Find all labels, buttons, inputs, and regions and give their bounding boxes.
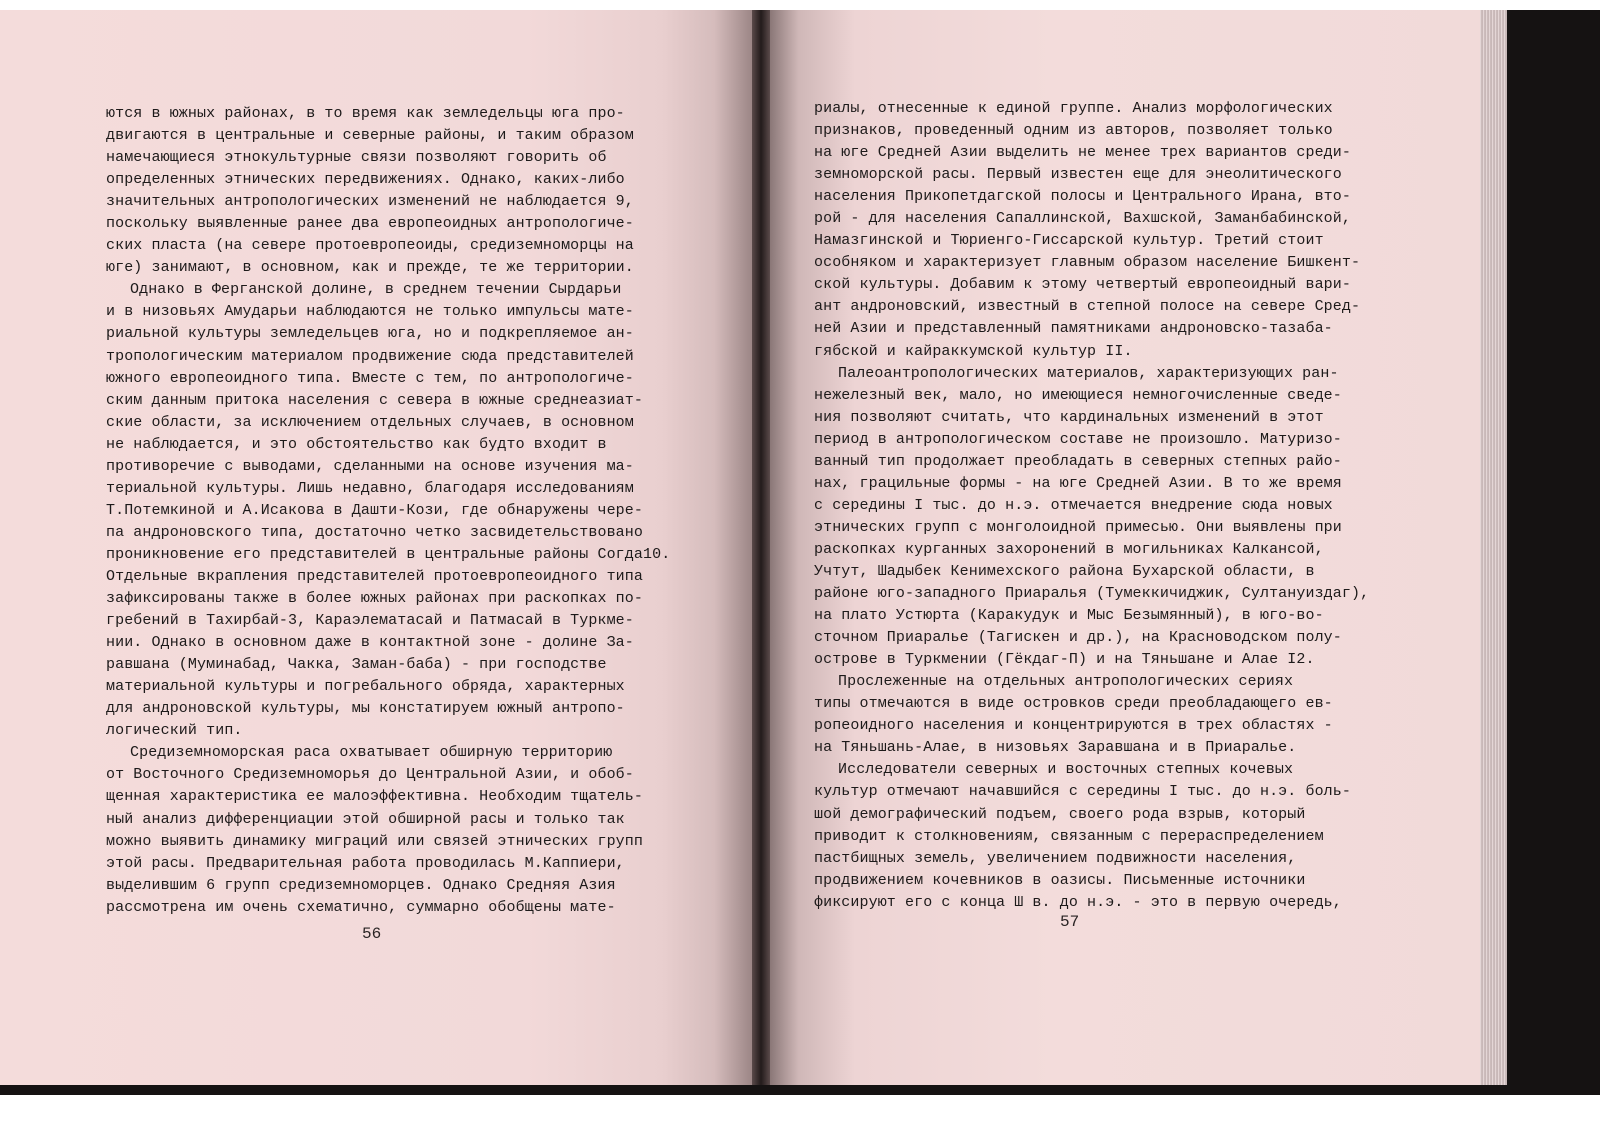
- text-line: Прослеженные на отдельных антропологических сериях: [838, 673, 1294, 691]
- text-line: зафиксированы также в более южных районах при раскопках по-: [106, 590, 643, 608]
- text-line: Отдельные вкрапления представителей протоевропеоидного типа: [106, 567, 643, 585]
- text-line: па андроновского типа, достаточно четко засвидетельствовано: [106, 523, 643, 541]
- left-page-number: 56: [362, 925, 382, 943]
- text-line: нах, грацильные формы - на юге Средней Азии. В то же время: [814, 474, 1342, 492]
- text-line: острове в Туркмении (Гёкдаг-П) и на Тяньшане и Алае I2.: [814, 651, 1315, 669]
- text-line: противоречие с выводами, сделанными на основе изучения ма-: [106, 457, 634, 475]
- text-line: этой расы. Предварительная работа проводилась М.Каппиери,: [106, 854, 625, 872]
- right-page: [770, 10, 1480, 1085]
- text-line: териальной культуры. Лишь недавно, благодаря исследованиям: [106, 479, 634, 497]
- text-line: равшана (Муминабад, Чакка, Заман-баба) - при господстве: [106, 656, 607, 674]
- text-line: ропеоидного населения и концентрируются в трех областях -: [814, 717, 1333, 735]
- text-line: материальной культуры и погребального обряда, характерных: [106, 678, 625, 696]
- text-line: ант андроновский, известный в степной полосе на севере Сред-: [814, 298, 1361, 316]
- text-line: южного европеоидного типа. Вместе с тем, по антропологиче-: [106, 369, 634, 387]
- book-gutter: [752, 10, 770, 1085]
- text-line: поскольку выявленные ранее два европеоидных антропологиче-: [106, 215, 634, 233]
- text-line: рассмотрена им очень схематично, суммарно обобщены мате-: [106, 898, 616, 916]
- text-line: пастбищных земель, увеличением подвижности населения,: [814, 849, 1297, 867]
- text-line: культур отмечают начавшийся с середины I тыс. до н.э. боль-: [814, 783, 1351, 801]
- text-line: гребений в Тахирбай-3, Караэлематасай и Патмасай в Туркме-: [106, 612, 634, 630]
- text-line: особняком и характеризует главным образом население Бишкент-: [814, 254, 1361, 272]
- text-line: логический тип.: [106, 722, 243, 740]
- text-line: районе юго-западного Приаралья (Тумеккичиджик, Султануиздаг),: [814, 585, 1370, 603]
- text-line: на плато Устюрта (Каракудук и Мыс Безымянный), в юго-во-: [814, 607, 1324, 625]
- text-line: риальной культуры земледельцев юга, но и подкрепляемое ан-: [106, 325, 634, 343]
- text-line: ния позволяют считать, что кардинальных изменений в этот: [814, 408, 1324, 426]
- text-line: сточном Приаралье (Тагискен и др.), на Красноводском полу-: [814, 629, 1342, 647]
- text-line: для андроновской культуры, мы констатируем южный антропо-: [106, 700, 625, 718]
- text-line: Палеоантропологических материалов, характеризующих ран-: [838, 364, 1339, 382]
- text-line: определенных этнических передвижениях. Однако, каких-либо: [106, 171, 625, 189]
- text-line: шой демографический подъем, своего рода взрыв, который: [814, 805, 1306, 823]
- text-line: земноморской расы. Первый известен еще для энеолитического: [814, 166, 1342, 184]
- text-line: признаков, проведенный одним из авторов, позволяет только: [814, 122, 1333, 140]
- text-line: ской культуры. Добавим к этому четвертый европеоидный вари-: [814, 276, 1351, 294]
- text-line: ней Азии и представленный памятниками андроновско-тазаба-: [814, 320, 1333, 338]
- text-line: выделившим 6 групп средиземноморцев. Однако Средняя Азия: [106, 876, 616, 894]
- text-line: населения Прикопетдагской полосы и Центрального Ирана, вто-: [814, 188, 1351, 206]
- text-line: гябской и кайраккумской культур II.: [814, 342, 1133, 360]
- page-edges: [1480, 10, 1507, 1085]
- text-line: приводит к столкновениям, связанным с перераспределением: [814, 827, 1324, 845]
- text-line: юге) занимают, в основном, как и прежде, те же территории.: [106, 259, 634, 277]
- text-line: можно выявить динамику миграций или связей этнических групп: [106, 832, 643, 850]
- right-page-text: [814, 98, 1374, 914]
- text-line: ских пласта (на севере протоевропеоиды, средиземноморцы на: [106, 237, 634, 255]
- text-line: на юге Средней Азии выделить не менее трех вариантов среди-: [814, 144, 1351, 162]
- text-line: продвижением кочевников в оазисы. Письменные источники: [814, 871, 1306, 889]
- open-book: [0, 10, 1600, 1095]
- text-line: Средиземноморская раса охватывает обширную территорию: [130, 744, 613, 762]
- text-line: ванный тип продолжает преобладать в северных степных райо-: [814, 452, 1342, 470]
- text-line: от Восточного Средиземноморья до Центральной Азии, и обоб-: [106, 766, 634, 784]
- text-line: с середины I тыс. до н.э. отмечается внедрение сюда новых: [814, 496, 1333, 514]
- text-line: ским данным притока населения с севера в южные среднеазиат-: [106, 391, 643, 409]
- right-page-number: 57: [1060, 913, 1080, 931]
- text-line: риалы, отнесенные к единой группе. Анализ морфологических: [814, 100, 1333, 117]
- text-line: и в низовьях Амударьи наблюдаются не только импульсы мате-: [106, 303, 634, 321]
- left-page: [0, 10, 752, 1085]
- text-line: Учтут, Шадыбек Кенимехского района Бухарской области, в: [814, 562, 1315, 580]
- text-line: Исследователи северных и восточных степных кочевых: [838, 761, 1294, 779]
- text-line: значительных антропологических изменений не наблюдается 9,: [106, 193, 634, 211]
- text-line: ный анализ дифференциации этой обширной расы и только так: [106, 810, 625, 828]
- text-line: Т.Потемкиной и А.Исакова в Дашти-Кози, где обнаружены чере-: [106, 501, 643, 519]
- text-line: на Тяньшань-Алае, в низовьях Заравшана и в Приаралье.: [814, 739, 1297, 757]
- text-line: типы отмечаются в виде островков среди преобладающего ев-: [814, 695, 1333, 713]
- text-line: рой - для населения Сапаллинской, Вахшской, Заманбабинской,: [814, 210, 1351, 228]
- text-line: двигаются в центральные и северные районы, и таким образом: [106, 127, 634, 145]
- text-line: Однако в Ферганской долине, в среднем течении Сырдарьи: [130, 281, 622, 299]
- text-line: тропологическим материалом продвижение сюда представителей: [106, 347, 634, 365]
- text-line: не наблюдается, и это обстоятельство как будто входит в: [106, 435, 607, 453]
- text-line: намечающиеся этнокультурные связи позволяют говорить об: [106, 149, 607, 167]
- left-page-text: [106, 103, 671, 919]
- text-line: Намазгинской и Тюриенго-Гиссарской культур. Третий стоит: [814, 232, 1324, 250]
- text-line: проникновение его представителей в центральные районы Согда10.: [106, 545, 671, 563]
- text-line: щенная характеристика ее малоэффективна. Необходим тщатель-: [106, 788, 643, 806]
- text-line: нии. Однако в основном даже в контактной зоне - долине За-: [106, 634, 634, 652]
- text-line: раскопках курганных захоронений в могильниках Калкансой,: [814, 540, 1324, 558]
- text-line: период в антропологическом составе не произошло. Матуризо-: [814, 430, 1342, 448]
- text-line: этнических групп с монголоидной примесью. Они выявлены при: [814, 518, 1342, 536]
- text-line: ские области, за исключением отдельных случаев, в основном: [106, 413, 634, 431]
- text-line: фиксируют его с конца Ш в. до н.э. - это в первую очередь,: [814, 893, 1342, 911]
- text-line: ются в южных районах, в то время как земледельцы юга про-: [106, 105, 625, 122]
- text-line: нежелезный век, мало, но имеющиеся немногочисленные сведе-: [814, 386, 1342, 404]
